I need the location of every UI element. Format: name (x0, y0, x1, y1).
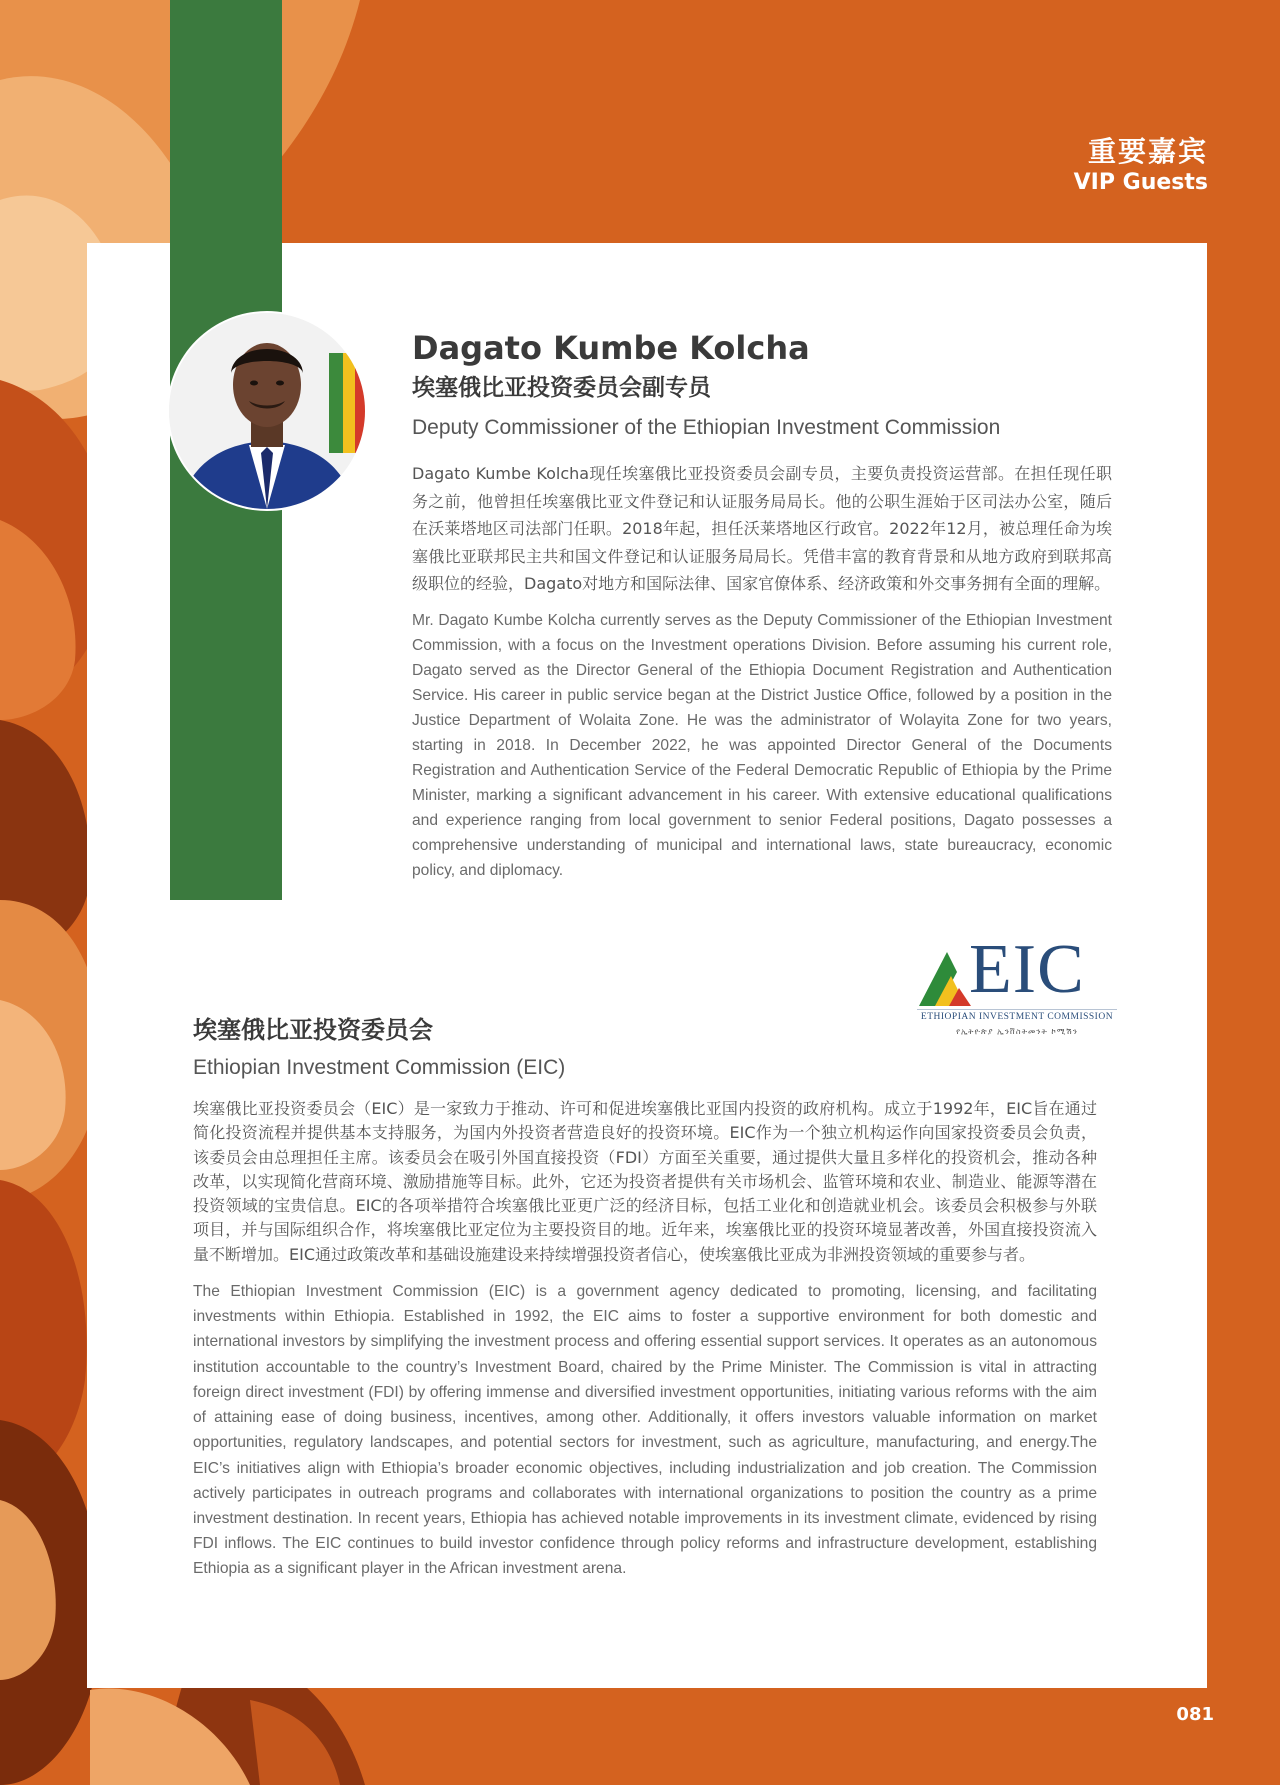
eic-logo-subtitle: ETHIOPIAN INVESTMENT COMMISSION (917, 1009, 1117, 1022)
content-panel (87, 243, 1207, 1688)
section-title-cn: 重要嘉宾 (1087, 135, 1208, 168)
guest-profile (412, 328, 1112, 883)
eic-logo-text: EIC (969, 931, 1085, 1008)
section-header (1074, 135, 1208, 197)
portrait-photo (169, 313, 365, 509)
section-title-en: VIP Guests (1073, 170, 1208, 195)
guest-name: Dagato Kumbe Kolcha (412, 329, 810, 367)
guest-bio-cn: Dagato Kumbe Kolcha现任埃塞俄比亚投资委员会副专员，主要负责投资运营部。在担任现任职务之前，他曾担任埃塞俄比亚文件登记和认证服务局局长。他的公职生涯始于区司法办公室，随后在沃莱塔地区司法部门任职。2018年起，担任沃莱塔地区行政官。2022年12月，被总理任命为埃塞俄比亚联邦民主共和国文件登记和认证服务局局长。凭借丰富的教育背景和从地方政府到联邦高级职位的经验，Dagato对地方和国际法律、国家官僚体系、经济政策和外交事务拥有全面的理解。 (412, 464, 1112, 593)
eic-logo-mark-icon (917, 948, 973, 1008)
guest-bio-en: Mr. Dagato Kumbe Kolcha currently serves as the Deputy Commissioner of the Ethiopian Investment Commission, with a focus on the Investment operations Division. Before assuming his current role, Dagato served as the Director General of the Ethiopia Document Registration and Authentication Service. His career in public service began at the District Justice Office, followed by a position in the Justice Department of Wolaita Zone. He was the administrator of Wolayita Zone for two years, starting in 2018. In December 2022, he was appointed Director General of the Documents Registration and Authentication Service of the Federal Democratic Republic of Ethiopia by the Prime Minister, marking a significant advancement in his career. With extensive educational qualifications and experience ranging from local government to senior Federal positions, Dagato possesses a comprehensive understanding of municipal and international laws, state bureaucracy, economic policy, and diplomacy. (412, 611, 1112, 879)
org-description-cn: 埃塞俄比亚投资委员会（EIC）是一家致力于推动、许可和促进埃塞俄比亚国内投资的政府机构。成立于1992年，EIC旨在通过简化投资流程并提供基本支持服务，为国内外投资者营造良好的投资环境。EIC作为一个独立机构运作向国家投资委员会负责，该委员会由总理担任主席。该委员会在吸引外国直接投资（FDI）方面至关重要，通过提供大量且多样化的投资机会，推动各种改革，以实现简化营商环境、激励措施等目标。此外，它还为投资者提供有关市场机会、监管环境和农业、制造业、能源等潜在投资领域的宝贵信息。EIC的各项举措符合埃塞俄比亚更广泛的经济目标，包括工业化和创造就业机会。该委员会积极参与外联项目，并与国际组织合作，将埃塞俄比亚定位为主要投资目的地。近年来，埃塞俄比亚的投资环境显著改善，外国直接投资流入量不断增加。EIC通过政策改革和基础设施建设来持续增强投资者信心，使埃塞俄比亚成为非洲投资领域的重要参与者。 (193, 1099, 1097, 1264)
guest-title-cn: 埃塞俄比亚投资委员会副专员 (412, 375, 711, 401)
organization-section (193, 1013, 1097, 1582)
eic-logo-amharic: የኢትዮጵያ ኢንቨስትመንት ኮሚሽን (956, 1027, 1078, 1036)
org-description-en: The Ethiopian Investment Commission (EIC) is a government agency dedicated to promoting, licensing, and facilitating investments within Ethiopia. Established in 1992, the EIC aims to foster a supportive environment for both domestic and international investors by simplifying the investment process and offering essential support services. It operates as an autonomous institution accountable to the country’s Investment Board, chaired by the Prime Minister. The Commission is vital in attracting foreign direct investment (FDI) by offering immense and diversified investment opportunities, initiating various reforms with the aim of attaining ease of doing business, incentives, among other. Additionally, it offers investors valuable information on market opportunities, regulatory landscapes, and potential sectors for investment, such as agriculture, manufacturing, and energy.The EIC’s initiatives align with Ethiopia’s broader economic objectives, including industrialization and job creation. The Commission actively participates in outreach programs and collaborates with international organizations to position the country as a prime investment destination. In recent years, Ethiopia has achieved notable improvements in its investment climate, evidenced by rising FDI inflows. The EIC continues to build investor confidence through policy reforms and infrastructure development, establishing Ethiopia as a significant player in the African investment arena. (193, 1283, 1097, 1578)
org-title-cn: 埃塞俄比亚投资委员会 (193, 1016, 433, 1044)
org-title-en: Ethiopian Investment Commission (EIC) (193, 1056, 566, 1079)
guest-title-en: Deputy Commissioner of the Ethiopian Investment Commission (412, 416, 1001, 439)
page-number: 081 (1176, 1704, 1214, 1725)
